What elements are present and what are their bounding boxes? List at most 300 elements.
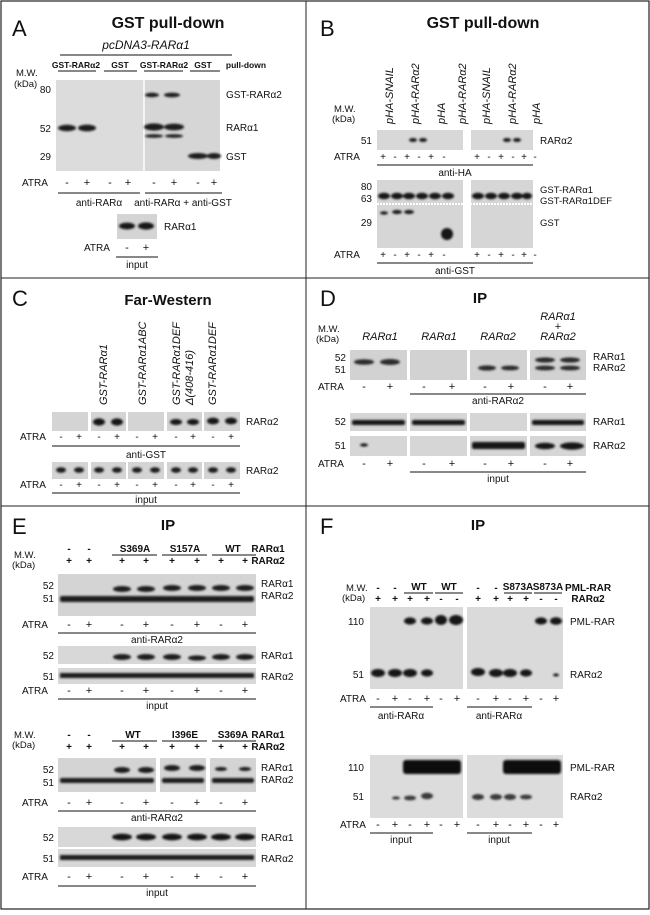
figure-label: + — [407, 594, 413, 605]
figure-label: RARα1 — [251, 730, 285, 741]
figure-label: + — [228, 480, 234, 491]
figure-label: + — [114, 480, 120, 491]
panel-b — [320, 15, 612, 277]
figure-label: pHA-RARα2 — [507, 63, 519, 124]
figure-label: - — [511, 152, 515, 163]
figure-label: - — [417, 250, 421, 261]
figure-label: - — [87, 544, 91, 555]
figure-label: - — [483, 458, 487, 470]
figure-label: + — [114, 432, 120, 443]
figure-label: + — [566, 458, 574, 470]
figure-label: + — [492, 819, 500, 831]
figure-label: I396E — [171, 730, 199, 741]
figure-label: + — [498, 250, 504, 261]
figure-label: ATRA — [334, 250, 360, 261]
figure-label: + — [380, 152, 386, 163]
figure-label: S873A — [502, 582, 534, 593]
figure-label: + — [66, 556, 72, 567]
figure-label: M.W. — [318, 324, 340, 335]
figure-label: + — [190, 480, 196, 491]
panel-letter: D — [320, 286, 336, 311]
figure-label: + — [428, 250, 434, 261]
marker-29: 29 — [39, 152, 51, 163]
figure-label: RARα2 — [480, 331, 516, 343]
figure-label: + — [404, 152, 410, 163]
atra-label: ATRA — [20, 432, 46, 443]
figure-label: + — [242, 742, 248, 753]
figure-label: + — [507, 381, 515, 393]
figure-label: + — [453, 693, 461, 705]
figure-label: + — [521, 152, 527, 163]
figure-label: + — [380, 250, 386, 261]
figure-label: + — [142, 871, 150, 883]
panel-title: IP — [472, 290, 488, 307]
figure-label: + — [124, 177, 132, 189]
mw-unit: (kDa) — [332, 114, 356, 125]
figure-label: 110 — [348, 763, 364, 774]
figure-label: 51 — [42, 854, 54, 865]
figure-label: PML-RAR — [570, 763, 616, 774]
figure-label: RARα2 — [593, 441, 626, 452]
figure-label: - — [408, 819, 412, 831]
figure-label: - — [408, 693, 412, 705]
figure-label: anti-RARα — [475, 711, 523, 722]
figure-label: - — [219, 871, 223, 883]
figure-label: - — [97, 480, 101, 491]
panel-title: GST pull-down — [426, 15, 540, 32]
figure-label: - — [196, 177, 200, 189]
figure-label: + — [241, 797, 249, 809]
panel-letter: B — [320, 16, 335, 41]
figure-label: - — [67, 619, 71, 631]
figure-label: + — [391, 819, 399, 831]
figure-label: - — [376, 693, 380, 705]
antibody-label: anti-GST — [125, 450, 167, 461]
panel-title: IP — [160, 517, 176, 534]
figure-label: + — [218, 742, 224, 753]
figure-label: - — [487, 250, 491, 261]
lane-label: pull-down — [225, 60, 267, 70]
figure-label: - — [439, 594, 443, 605]
figure-label: anti-RARα2 — [131, 635, 183, 646]
figure-label: - — [393, 583, 397, 594]
figure-label: + — [493, 594, 499, 605]
figure-label: - — [65, 177, 69, 189]
figure-label: 52 — [334, 353, 346, 364]
figure-label: 51 — [352, 792, 364, 803]
figure-label: - — [539, 693, 543, 705]
figure-label: pHA-SNAIL — [481, 67, 493, 124]
figure-label: + — [428, 152, 434, 163]
figure-label: RARα1 — [421, 331, 457, 343]
figure-label: RARα1 — [261, 763, 294, 774]
figure-label: - — [362, 458, 366, 470]
figure-label: ATRA — [22, 686, 48, 697]
figure-label: anti-RARα — [377, 711, 425, 722]
figure-label: input — [390, 835, 412, 846]
figure-label: + — [475, 594, 481, 605]
panel-letter: A — [12, 16, 27, 41]
figure-label: GST-RARα1ABC — [137, 321, 149, 405]
figure-label: S873A — [532, 582, 564, 593]
figure-label: - — [67, 797, 71, 809]
figure-label: + — [375, 594, 381, 605]
panel-letter: C — [12, 286, 28, 311]
figure-label: + — [404, 250, 410, 261]
panel-title: GST pull-down — [111, 15, 225, 32]
figure-label: RARα2 — [261, 591, 294, 602]
antibody-label: anti-GST — [434, 266, 476, 277]
figure-label: M.W. — [346, 583, 368, 594]
figure-label: - — [211, 480, 215, 491]
figure-label: pHA — [531, 102, 543, 124]
panel-letter: E — [12, 514, 27, 539]
figure-label: + — [448, 381, 456, 393]
panel-title: Far-Western — [124, 292, 212, 309]
figure-label: + — [423, 819, 431, 831]
marker-80: 80 — [39, 85, 51, 96]
figure-label: S157A — [169, 544, 201, 555]
figure-label: + — [522, 819, 530, 831]
figure-label: - — [539, 594, 543, 605]
figure-label: 110 — [348, 617, 364, 628]
figure-label: + — [119, 556, 125, 567]
construct-label: pcDNA3-RARα1 — [102, 38, 190, 52]
figure-label: + — [143, 556, 149, 567]
mw-unit: (kDa) — [14, 79, 38, 90]
figure-label: 51 — [42, 672, 54, 683]
figure-label: 51 — [352, 670, 364, 681]
antibody-label: anti-RARα — [75, 198, 123, 209]
band-label: RARα2 — [540, 136, 573, 147]
figure-label: - — [554, 594, 558, 605]
figure-label: + — [423, 693, 431, 705]
figure-label: - — [439, 819, 443, 831]
figure-label: - — [219, 797, 223, 809]
figure-label: - — [135, 480, 139, 491]
figure-label: + — [142, 685, 150, 697]
lane-label: GST-RARα2 — [51, 60, 101, 70]
panel-d — [316, 286, 626, 485]
figure-label: + — [193, 797, 201, 809]
figure-label: RARα1 — [261, 651, 294, 662]
figure-label: + — [152, 480, 158, 491]
figure-label: (kDa) — [12, 560, 36, 571]
panel-c — [12, 286, 279, 506]
figure-label: 52 — [42, 651, 54, 662]
figure-label: ATRA — [22, 798, 48, 809]
figure-label: RARα2 — [246, 466, 279, 477]
figure-label: 51 — [334, 365, 346, 376]
figure-label: - — [508, 693, 512, 705]
figure-label: GST-RARα1 — [540, 185, 594, 196]
band-label: GST-RARα2 — [226, 90, 282, 101]
figure-label: + — [143, 742, 149, 753]
figure-label: + — [85, 619, 93, 631]
figure-label: 29 — [360, 218, 372, 229]
figure-label: - — [87, 730, 91, 741]
figure-label: + — [66, 742, 72, 753]
band-label: GST — [226, 152, 247, 163]
figure-label: + — [83, 177, 91, 189]
lane-label: GST — [111, 60, 129, 70]
panel-letter: F — [320, 514, 334, 539]
figure-label: anti-RARα2 — [472, 396, 524, 407]
figure-label: - — [174, 432, 178, 443]
figure-label: S369A — [119, 544, 151, 555]
figure-label: pHA-SNAIL — [384, 67, 396, 124]
figure-label: RARα2 — [593, 363, 626, 374]
figure-label: + — [392, 594, 398, 605]
figure-label: RARα1 — [593, 352, 626, 363]
figure-label: + — [86, 742, 92, 753]
figure-label: RARα1 — [261, 579, 294, 590]
figure-label: M.W. — [14, 550, 36, 561]
figure-label: - — [219, 619, 223, 631]
figure-label: pHA — [436, 102, 448, 124]
figure-label: + — [391, 693, 399, 705]
figure-label: input — [146, 701, 168, 712]
figure-label: 51 — [334, 441, 346, 452]
figure-label: + — [218, 556, 224, 567]
figure-label: + — [453, 819, 461, 831]
figure-label: - — [67, 685, 71, 697]
figure-label: - — [120, 619, 124, 631]
figure-label: + — [498, 152, 504, 163]
lane-label: GST — [194, 60, 212, 70]
figure-label: - — [417, 152, 421, 163]
figure-label: - — [393, 250, 397, 261]
figure-label: RARα2 — [570, 792, 603, 803]
figure-label: - — [483, 381, 487, 393]
figure-label: + — [507, 458, 515, 470]
figure-label: input — [488, 835, 510, 846]
figure-label: + — [210, 177, 218, 189]
figure-label: + — [241, 871, 249, 883]
figure-label: input — [487, 474, 509, 485]
figure-label: + — [152, 432, 158, 443]
figure-label: - — [170, 685, 174, 697]
figure-label: + — [85, 797, 93, 809]
figure-label: anti-RARα2 — [131, 813, 183, 824]
figure-label: + — [474, 250, 480, 261]
panel-title: IP — [470, 517, 486, 534]
figure-label: - — [120, 871, 124, 883]
figure-label: ATRA — [318, 459, 344, 470]
figure-label: - — [511, 250, 515, 261]
figure-label: + — [552, 819, 560, 831]
figure-label: + — [386, 458, 394, 470]
figure-label: - — [393, 152, 397, 163]
band-label: RARα1 — [164, 222, 197, 233]
figure-label: + — [492, 693, 500, 705]
atra-label: ATRA — [84, 243, 110, 254]
panel-e — [12, 514, 294, 899]
figure-label: ATRA — [20, 480, 46, 491]
figure-label: - — [59, 432, 63, 443]
figure-label: RARα2 — [571, 594, 605, 605]
figure-label: WT — [225, 544, 241, 555]
figure-label: 51 — [42, 778, 54, 789]
figure-label: RARα2 — [261, 775, 294, 786]
figure-label: PML-RAR — [564, 583, 612, 594]
figure-label: + — [193, 619, 201, 631]
atra-label: ATRA — [22, 178, 48, 189]
figure-label: + — [76, 432, 82, 443]
figure-label: 51 — [42, 594, 54, 605]
figure-label: + — [193, 685, 201, 697]
figure-label: - — [476, 819, 480, 831]
figure-label: pHA-RARα2 — [457, 63, 469, 124]
figure-label: - — [442, 152, 446, 163]
figure-label: - — [152, 177, 156, 189]
figure-label: - — [508, 819, 512, 831]
figure-label: + — [241, 685, 249, 697]
figure-label: - — [543, 381, 547, 393]
figure-label: + — [190, 432, 196, 443]
figure-label: + — [194, 556, 200, 567]
figure-label: - — [494, 583, 498, 594]
figure-label: 52 — [42, 581, 54, 592]
figure-label: 80 — [360, 182, 372, 193]
figure-label: + — [142, 242, 150, 254]
figure-label: - — [120, 685, 124, 697]
figure-label: 52 — [42, 833, 54, 844]
figure-label: + — [76, 480, 82, 491]
figure-label: RARα1 — [261, 833, 294, 844]
figure-label: ATRA — [22, 872, 48, 883]
figure-label: + — [474, 152, 480, 163]
figure-label: (kDa) — [316, 334, 340, 345]
marker-52: 52 — [39, 124, 51, 135]
figure-label: + — [228, 432, 234, 443]
figure-label: + — [552, 693, 560, 705]
figure-label: - — [108, 177, 112, 189]
figure-label: Δ(408-416) — [184, 349, 196, 405]
figure-label: RARα1 — [593, 417, 626, 428]
figure-label: - — [455, 594, 459, 605]
band-label: RARα2 — [246, 417, 279, 428]
figure-label: - — [170, 619, 174, 631]
figure-label: RARα1 — [362, 331, 398, 343]
figure-label: S369A — [217, 730, 249, 741]
figure-label: RARα2 — [570, 670, 603, 681]
figure-label: + — [169, 742, 175, 753]
figure-label: M.W. — [14, 730, 36, 741]
figure-label: GST-RARα1DEF — [540, 196, 613, 207]
figure-label: + — [86, 556, 92, 567]
mw-label: M.W. — [16, 68, 38, 79]
figure-label: - — [487, 152, 491, 163]
figure-label: - — [539, 819, 543, 831]
figure-label: + — [142, 797, 150, 809]
figure-label: - — [422, 458, 426, 470]
figure-label: - — [362, 381, 366, 393]
figure-label: ATRA — [340, 694, 366, 705]
marker-51: 51 — [360, 136, 372, 147]
figure-label: + — [85, 685, 93, 697]
figure-label: - — [135, 432, 139, 443]
figure-label: RARα2 — [251, 556, 285, 567]
figure-label: - — [476, 583, 480, 594]
figure-label: GST-RARα1 — [98, 344, 110, 405]
antibody-label: anti-HA — [438, 168, 472, 179]
figure-label: - — [211, 432, 215, 443]
figure-label: (kDa) — [342, 593, 366, 604]
figure-label: - — [376, 819, 380, 831]
figure-label: - — [543, 458, 547, 470]
figure-label: + — [507, 594, 513, 605]
figure-label: GST-RARα1DEF — [171, 322, 183, 405]
figure-label: - — [219, 685, 223, 697]
figure-label: ATRA — [318, 382, 344, 393]
figure-label: RARα2 — [261, 854, 294, 865]
figure-label: - — [67, 730, 71, 741]
antibody-label: anti-RARα + anti-GST — [134, 198, 232, 209]
figure-label: - — [439, 693, 443, 705]
figure-label: + — [119, 742, 125, 753]
figure-label: 63 — [360, 194, 372, 205]
figure-label: - — [533, 250, 537, 261]
figure-label: RARα2 — [540, 331, 576, 343]
figure-label: input — [146, 888, 168, 899]
figure-label: - — [170, 871, 174, 883]
figure-label: + — [241, 619, 249, 631]
figure-label: RARα1 — [540, 311, 576, 323]
figure-label: + — [170, 177, 178, 189]
figure-label: + — [566, 381, 574, 393]
figure-label: + — [194, 742, 200, 753]
figure-label: RARα2 — [251, 742, 285, 753]
figure-label: RARα2 — [261, 672, 294, 683]
figure-label: + — [523, 594, 529, 605]
figure-label: - — [67, 871, 71, 883]
figure-label: + — [142, 619, 150, 631]
figure-label: + — [554, 321, 562, 333]
figure-label: 52 — [334, 417, 346, 428]
panel-f — [320, 514, 615, 846]
figure-label: + — [85, 871, 93, 883]
figure-label: GST-RARα1DEF — [207, 322, 219, 405]
figure-label: - — [125, 242, 129, 254]
mw-label: M.W. — [334, 104, 356, 115]
figure-label: - — [174, 480, 178, 491]
figure-label: + — [522, 693, 530, 705]
figure-label: + — [242, 556, 248, 567]
atra-label: ATRA — [334, 152, 360, 163]
figure-label: + — [424, 594, 430, 605]
figure-label: - — [59, 480, 63, 491]
figure-label: + — [521, 250, 527, 261]
figure-label: - — [422, 381, 426, 393]
figure-label: ATRA — [340, 820, 366, 831]
figure-label: - — [67, 544, 71, 555]
input-label: input — [126, 260, 148, 271]
figure-label: ATRA — [22, 620, 48, 631]
figure-label: - — [476, 693, 480, 705]
figure-label: WT — [125, 730, 141, 741]
figure-label: WT — [411, 582, 427, 593]
figure-label: RARα1 — [251, 544, 285, 555]
figure-label: pHA-RARα2 — [410, 63, 422, 124]
lane-label: GST-RARα2 — [139, 60, 189, 70]
figure-label: - — [120, 797, 124, 809]
figure-label: (kDa) — [12, 740, 36, 751]
figure-label: - — [533, 152, 537, 163]
panel-a — [12, 15, 282, 271]
figure-label: + — [448, 458, 456, 470]
figure-label: - — [442, 250, 446, 261]
